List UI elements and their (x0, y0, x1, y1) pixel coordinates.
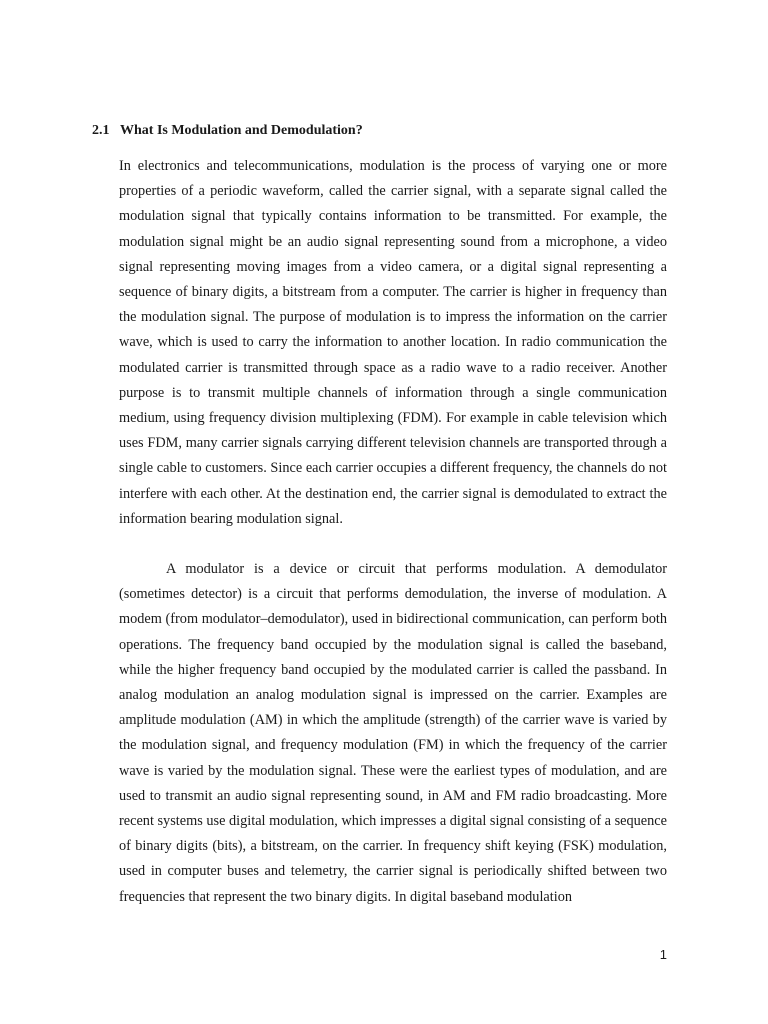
body-paragraph-2: A modulator is a device or circuit that performs modulation. A demodulator (sometimes detector) is a circuit that performs demodulation, the inverse of modulation. A modem (from modulator–demodulator), used in bidirectional communication, can perform both operations. The frequency band occupied by the modulation signal is called the baseband, while the higher frequency band occupied by the modulated carrier is called the passband. In analog modulation an analog modulation signal is impressed on the carrier. Examples are amplitude modulation (AM) in which the amplitude (strength) of the carrier wave is varied by the modulation signal, and frequency modulation (FM) in which the frequency of the carrier wave is varied by the modulation signal. These were the earliest types of modulation, and are used to transmit an audio signal representing sound, in AM and FM radio broadcasting. More recent systems use digital modulation, which impresses a digital signal consisting of a sequence of binary digits (bits), a bitstream, on the carrier. In frequency shift keying (FSK) modulation, used in computer buses and telemetry, the carrier signal is periodically shifted between two frequencies that represent the two binary digits. In digital baseband modulation (119, 561, 667, 905)
body-paragraph-1: In electronics and telecommunications, modulation is the process of varying one or more properties of a periodic waveform, called the carrier signal, with a separate signal called the modulation signal that typically contains information to be transmitted. For example, the modulation signal might be an audio signal representing sound from a microphone, a video signal representing moving images from a video camera, or a digital signal representing a sequence of binary digits, a bitstream from a computer. The carrier is higher in frequency than the modulation signal. The purpose of modulation is to impress the information on the carrier wave, which is used to carry the information to another location. In radio communication the modulated carrier is transmitted through space as a radio wave to a radio receiver. Another purpose is to transmit multiple channels of information through a single communication medium, using frequency division multiplexing (FDM). For example in cable television which uses FDM, many carrier signals carrying different television channels are transported through a single cable to customers. Since each carrier occupies a different frequency, the channels do not interfere with each other. At the destination end, the carrier signal is demodulated to extract the information bearing modulation signal. (119, 158, 667, 527)
section-heading (92, 121, 363, 141)
section-title: What Is Modulation and Demodulation? (120, 123, 363, 138)
page-number: 1 (659, 947, 667, 962)
section-number: 2.1 (92, 123, 110, 138)
